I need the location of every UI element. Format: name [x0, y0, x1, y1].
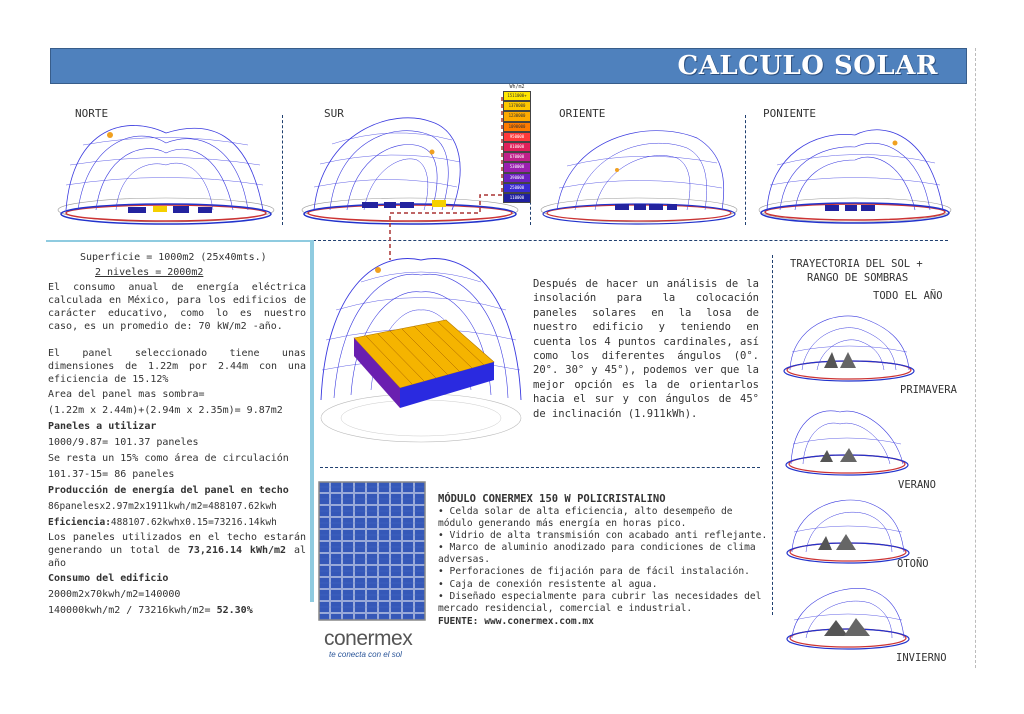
legend-swatch: 950000: [503, 132, 531, 142]
module-bullet: • Diseñado especialmente para cubrir las necesidades del mercado residencial, comercial e industrial.: [438, 590, 762, 614]
trajectory-title-3: TODO EL AÑO: [873, 290, 943, 302]
legend-swatch: 390000: [503, 173, 531, 183]
separator: [320, 467, 760, 468]
legend-swatch: 1370000: [503, 101, 531, 111]
analysis-paragraph: Después de hacer un análisis de la insolación para la colocación paneles solares en la losa de nuestro edificio y teniendo en cuenta los 4 puntos cardinales, así como los diferentes ángulos (0°. 20°. 30° y 45°), podemos ver que la mejor opción es la de orientarlos hacia el sur y con ángulos de 45° de inclinación (1.911kWh).: [533, 278, 759, 420]
eficiencia-label: Eficiencia:: [48, 517, 111, 528]
consumo-paragraph: El consumo anual de energía eléctrica calculada en México, para los edificios de carácter educativo, como lo es nuestro caso, es un promedio de: 70 kW/m2 -año.: [48, 282, 306, 332]
superficie-text: Superficie = 1000m2 (25x40mts.): [80, 252, 267, 263]
resta-text: Se resta un 15% como área de circulación: [48, 453, 289, 464]
dome-diagram-primavera: [782, 310, 917, 382]
dome-diagram-verano: [785, 404, 915, 476]
label-sur: SUR: [324, 107, 344, 120]
right-margin-guide: [975, 48, 977, 668]
solar-panel-image: [318, 481, 426, 621]
legend-swatch: 250000: [503, 183, 531, 193]
legend-header: Wh/m2: [509, 84, 525, 90]
module-bullets: [438, 506, 772, 628]
label-norte: NORTE: [75, 107, 109, 120]
total-paragraph: [48, 531, 306, 570]
season-verano: VERANO: [898, 479, 936, 491]
title-banner: [50, 48, 967, 84]
legend-swatch: 530000: [503, 162, 531, 172]
produccion-calc: 86panelesx2.97m2x1911kwh/m2=488107.62kwh: [48, 501, 277, 512]
module-bullet: • Caja de conexión resistente al agua.: [438, 578, 658, 590]
consumo-heading: Consumo del edificio: [48, 573, 169, 584]
connector-lines: [380, 95, 530, 265]
season-otono: OTOÑO: [897, 558, 929, 570]
page-title: CALCULO SOLAR: [677, 51, 938, 81]
building-insolation-diagram: [316, 250, 526, 450]
porcentaje-line: [48, 604, 253, 617]
module-bullet: • Perforaciones de fijación para de fácil instalación.: [438, 566, 750, 578]
separator: [745, 115, 746, 225]
module-title: MÓDULO CONERMEX 150 W POLICRISTALINO: [438, 493, 666, 505]
module-bullet: • Celda solar de alta eficiencia, alto desempeño de módulo generando más energía en horas pico.: [438, 506, 733, 530]
conermex-logo: conermex: [324, 627, 413, 650]
legend-swatch: 1230000: [503, 111, 531, 121]
separator: [282, 115, 283, 225]
dome-diagram-oriente: [537, 118, 742, 228]
total-text-2: al año: [48, 545, 306, 569]
dome-diagram-otono: [786, 492, 914, 564]
paneles-heading: Paneles a utilizar: [48, 421, 157, 432]
conermex-tagline: te conecta con el sol: [329, 650, 402, 659]
total-text-1: Los paneles utilizados en el techo estarán generando un total de: [48, 532, 306, 556]
area-formula: (1.22m x 2.44m)+(2.94m x 2.35m)= 9.87m2: [48, 405, 283, 416]
dome-diagram-poniente: [755, 115, 955, 227]
resta-calc: 101.37-15= 86 paneles: [48, 469, 175, 480]
season-primavera: PRIMAVERA: [900, 384, 957, 396]
eficiencia-calc: 488107.62kwhx0.15=73216.14kwh: [110, 517, 277, 528]
porcentaje-calc: 140000kwh/m2 / 73216kwh/m2=: [48, 605, 211, 616]
consumo-calc: 2000m2x70kwh/m2=140000: [48, 589, 181, 600]
left-box-border: [310, 240, 314, 602]
left-box-border: [46, 240, 310, 242]
module-source: FUENTE: www.conermex.com.mx: [438, 615, 594, 627]
dome-diagram-invierno: [786, 578, 914, 650]
separator: [772, 255, 773, 615]
dome-diagram-norte: [48, 115, 278, 227]
label-poniente: PONIENTE: [763, 107, 816, 120]
produccion-heading: Producción de energía del panel en techo: [48, 485, 289, 496]
total-value: 73,216.14 kWh/m2: [187, 545, 287, 556]
legend-swatch: 110000: [503, 193, 531, 203]
trajectory-title-1: TRAYECTORIA DEL SOL +: [790, 258, 923, 270]
module-bullet: • Vidrio de alta transmisión con acabado anti reflejante.: [438, 530, 768, 542]
porcentaje-value: 52.30%: [216, 605, 253, 616]
legend-swatch: 670000: [503, 152, 531, 162]
season-invierno: INVIERNO: [896, 652, 947, 664]
trajectory-title-2: RANGO DE SOMBRAS: [807, 272, 909, 284]
eficiencia-line: [48, 516, 277, 529]
legend-swatch: 1090000: [503, 122, 531, 132]
niveles-text: 2 niveles = 2000m2: [95, 267, 204, 278]
legend-swatch: 810000: [503, 142, 531, 152]
module-bullet: • Marco de aluminio anodizado para condiciones de clima adversas.: [438, 542, 756, 566]
paneles-calc: 1000/9.87= 101.37 paneles: [48, 437, 199, 448]
label-oriente: ORIENTE: [559, 107, 606, 120]
panel-paragraph: El panel seleccionado tiene unas dimensiones de 1.22m por 2.44m con una eficiencia de 15.12%: [48, 348, 306, 385]
area-label: Area del panel mas sombra=: [48, 389, 205, 400]
legend-swatch: 1511000+: [503, 91, 531, 101]
